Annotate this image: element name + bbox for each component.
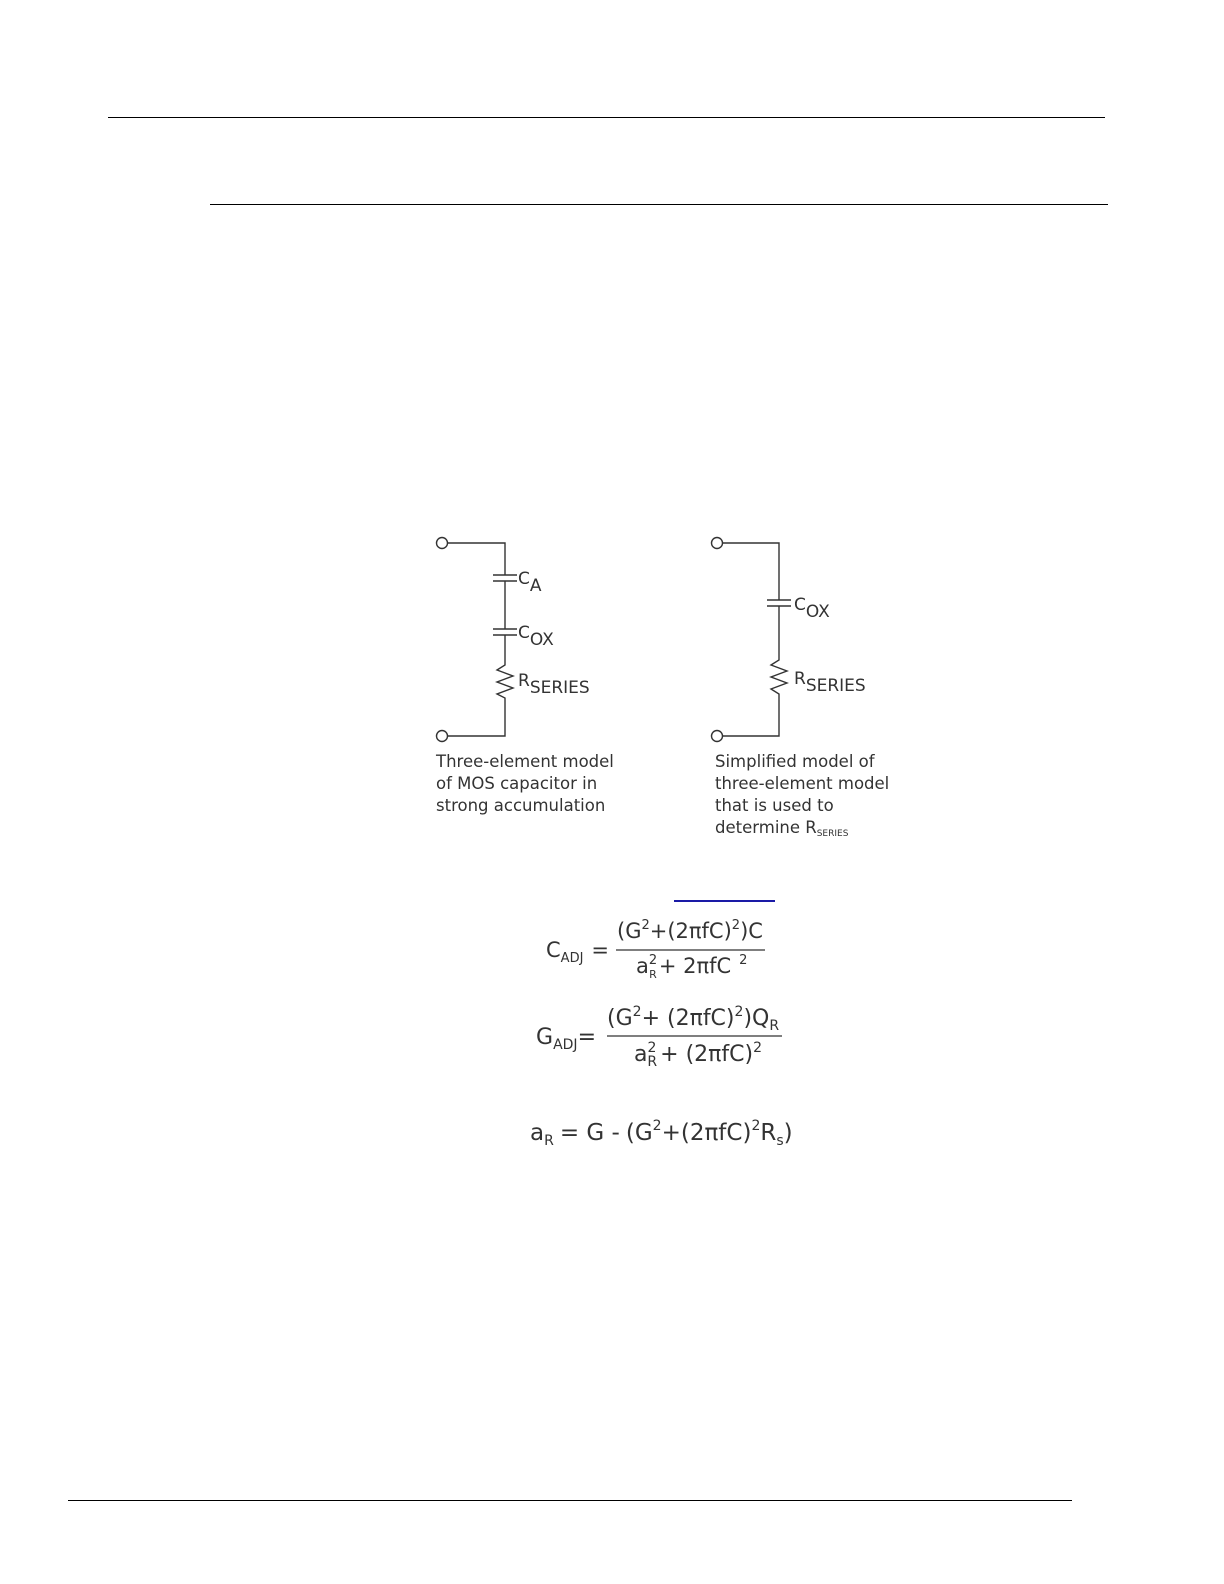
caption-line: of MOS capacitor in	[436, 774, 598, 793]
equation-c-adj	[546, 918, 765, 981]
link-underline[interactable]	[674, 900, 775, 902]
right-bottom-terminal	[712, 731, 723, 742]
right-model-caption	[715, 751, 889, 845]
mos-capacitor-circuit-figure	[425, 525, 895, 755]
caption-line: determine $R_{SERIES}$	[715, 818, 849, 839]
svg-text:(G2+(2πfC)2)C: $(G^2+(2\pi fC)^2)C$	[617, 918, 763, 943]
label-cox-right: COX	[794, 595, 830, 622]
svg-text:a2R+ 2πfC2: $a^2$ R+ 2πfC $^2$	[636, 953, 748, 981]
left-bottom-terminal	[437, 731, 448, 742]
header-rule-section	[210, 204, 1108, 205]
caption-line: strong accumulation	[436, 796, 606, 815]
footer-rule	[68, 1500, 1072, 1501]
caption-line: Simplified model of	[715, 752, 875, 771]
svg-text:a2R+ (2πfC)2: $a^2$ $R + (2\pi fC)^2$	[634, 1040, 763, 1070]
header-rule-top	[108, 117, 1105, 118]
left-top-terminal	[437, 538, 448, 549]
caption-line: three-element model	[715, 774, 890, 793]
right-wire	[723, 543, 792, 736]
svg-text:(G2+ (2πfC)2)QR: $(G^2+ (2\pi fC)^2)Q_R$	[607, 1004, 780, 1034]
equation-g-adj	[536, 1004, 782, 1070]
label-rseries-right: RSERIES	[794, 669, 866, 696]
left-model-caption	[436, 751, 614, 817]
svg-text:GADJ=: $G_{ADJ}=$	[536, 1025, 596, 1053]
svg-text:CADJ=: $C_{ADJ}$ =	[546, 938, 610, 966]
caption-line: Three-element model	[436, 752, 614, 771]
label-rseries-left: RSERIES	[518, 671, 590, 698]
caption-line: that is used to	[715, 796, 834, 815]
left-wire	[448, 543, 518, 736]
svg-text:aR= G -(G2+(2πfC)2Rs): $a_R = G - (G^2+(2\pi fC)^2R_s)$	[530, 1118, 793, 1149]
right-top-terminal	[712, 538, 723, 549]
equation-a-r	[530, 1118, 793, 1149]
label-cox-left: COX	[518, 623, 554, 650]
label-ca: CA	[518, 569, 542, 596]
